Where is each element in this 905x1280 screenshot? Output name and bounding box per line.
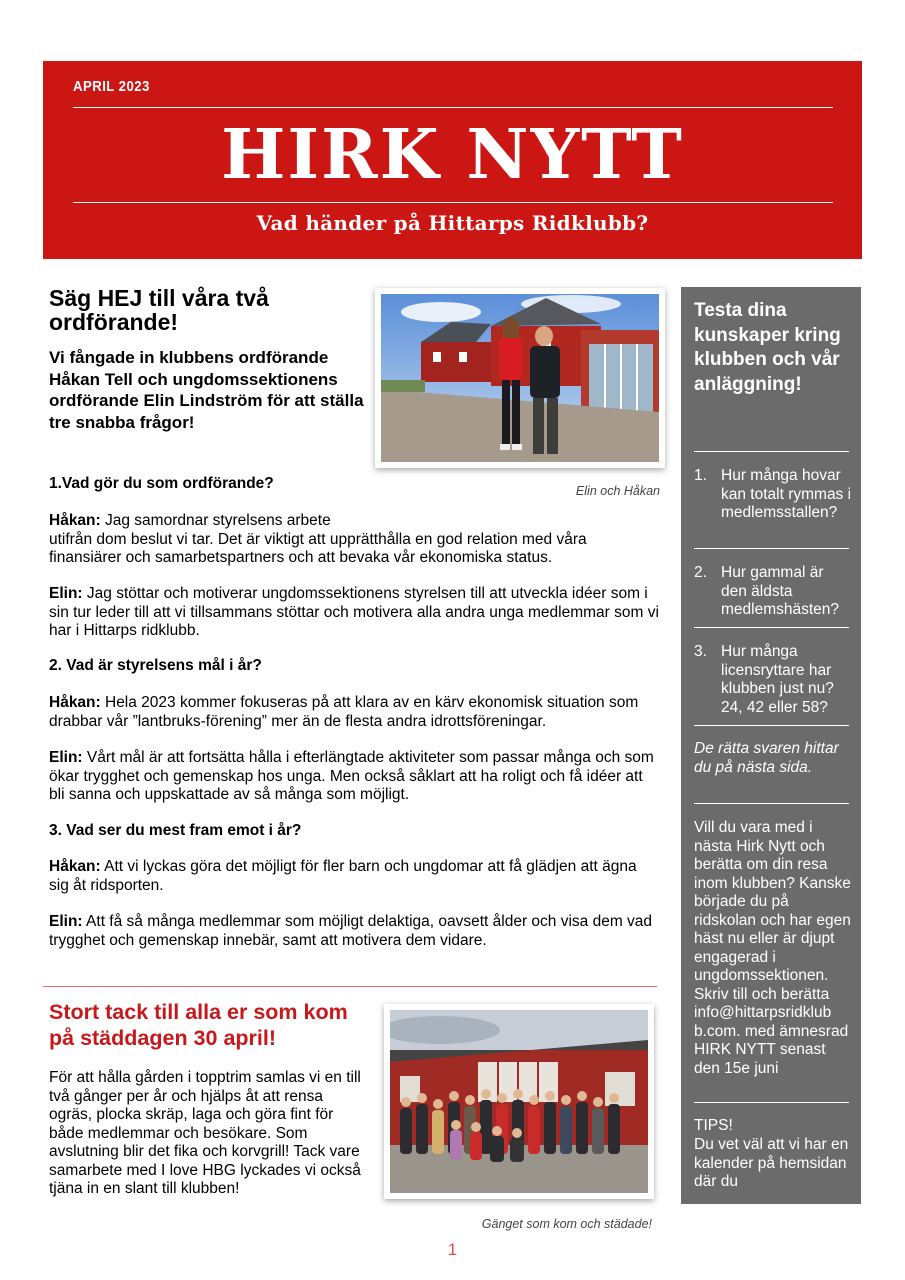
chairpersons-photo-image bbox=[381, 294, 659, 462]
speaker-hakan: Håkan: bbox=[49, 694, 101, 711]
answer-1-hakan-rest: utifrån dom beslut vi tar. Det är viktigt att upprätthålla en god relation med våra finansiärer och samarbetspartners och att bevaka vår ekonomiska status. bbox=[49, 530, 587, 566]
answer-1-elin bbox=[49, 585, 659, 641]
quiz-question-number: 1. bbox=[694, 467, 707, 484]
newsletter-subtitle: Vad händer på Hittarps Ridklubb? bbox=[256, 211, 649, 235]
speaker-hakan: Håkan: bbox=[49, 858, 101, 875]
answer-2-elin bbox=[49, 749, 659, 805]
page-number: 1 bbox=[447, 1240, 458, 1259]
tips-text: Du vet väl att vi har en kalender på hemsidan där du bbox=[694, 1136, 849, 1190]
sidebar-rule bbox=[694, 451, 849, 452]
masthead-bottom-rule bbox=[73, 202, 833, 203]
quiz-question-number: 3. bbox=[694, 643, 707, 660]
quiz-title: Testa dina kunskaper kring klubben och vår anläggning! bbox=[694, 300, 841, 395]
section-divider bbox=[43, 986, 657, 987]
masthead bbox=[43, 61, 862, 259]
cleaning-day-photo-caption: Gänget som kom och städade! bbox=[481, 1217, 652, 1231]
speaker-elin: Elin: bbox=[49, 749, 83, 766]
sidebar-rule bbox=[694, 548, 849, 549]
answer-1-hakan bbox=[49, 512, 659, 568]
answer-3-hakan bbox=[49, 858, 659, 895]
question-2: 2. Vad är styrelsens mål i år? bbox=[49, 657, 262, 674]
quiz-sidebar bbox=[681, 287, 861, 1204]
sidebar-rule bbox=[694, 725, 849, 726]
answer-1-hakan-line1: Jag samordnar styrelsens arbete bbox=[100, 512, 331, 529]
answer-2-hakan-text: Hela 2023 kommer fokuseras på att klara av en kärv ekonomisk situation som drabbar vår ”lantbruks-förening” mer än de flesta andra idrottsföreningar. bbox=[49, 694, 639, 730]
issue-date: APRIL 2023 bbox=[73, 78, 150, 95]
speaker-hakan: Håkan: bbox=[49, 512, 101, 529]
quiz-question-text: Hur gammal är den äldsta medlemshästen? bbox=[721, 564, 840, 618]
cleaning-day-title: Stort tack till alla er som kom på städdagen 30 april! bbox=[49, 1000, 348, 1050]
quiz-question-number: 2. bbox=[694, 564, 707, 581]
answer-2-hakan bbox=[49, 694, 659, 731]
answer-2-elin-text: Vårt mål är att fortsätta hålla i efterlängtade aktiviteter som passar många och som ökar trygghet och gemenskap hos unga. Men också såklart att ha roligt och få idéer att bli sanna och uppskattade av så många som möjligt. bbox=[49, 749, 654, 803]
answer-3-elin bbox=[49, 913, 659, 950]
answer-3-elin-text: Att få så många medlemmar som möjligt delaktiga, oavsett ålder och visa dem vad trygghet och gemenskap innebär, samt att motivera dem vidare. bbox=[49, 913, 653, 949]
answer-1-elin-text: Jag stöttar och motiverar ungdomssektionens styrelsen till att utveckla idéer som i sin tur leder till att vi tillsammans stöttar och motivera alla andra unga medlemmar som vi har i Hittarps ridklubb. bbox=[49, 585, 659, 639]
chairpersons-photo-caption: Elin och Håkan bbox=[575, 484, 660, 498]
chairpersons-photo bbox=[375, 288, 665, 468]
newsletter-title: HIRK NYTT bbox=[221, 115, 684, 195]
interview-lead: Vi fångade in klubbens ordförande Håkan Tell och ungdomssektionens ordförande Elin Lindström för att ställa tre snabba frågor! bbox=[49, 348, 364, 432]
cleaning-day-body: För att hålla gården i topptrim samlas vi en till två gånger per år och hjälps åt att rensa ogräs, plocka skräp, laga och göra fint för både medlemmar och besökare. Som avslutning blir det fika och korvgrill! Tack vare samarbete med I love HBG lyckades vi också tjäna in en slant till klubben! bbox=[49, 1069, 361, 1197]
interview-title: Säg HEJ till våra två ordförande! bbox=[49, 285, 269, 335]
question-1: 1.Vad gör du som ordförande? bbox=[49, 475, 274, 492]
cleaning-day-photo-image bbox=[390, 1010, 648, 1193]
quiz-question-text: Hur många licensryttare har klubben just nu? 24, 42 eller 58? bbox=[721, 643, 834, 716]
masthead-top-rule bbox=[73, 107, 833, 108]
quiz-answers-note: De rätta svaren hittar du på nästa sida. bbox=[694, 740, 839, 776]
contribute-call-to-action: Vill du vara med i nästa Hirk Nytt och berätta om din resa inom klubben? Kanske började du på ridskolan och har egen häst nu eller är djupt engagerad i ungdomssektionen. Skriv till och berätta info@hittarpsridklub b.com. med ämnesrad HIRK NYTT senast den 15e juni bbox=[694, 819, 851, 1077]
speaker-elin: Elin: bbox=[49, 585, 83, 602]
quiz-question-text: Hur många hovar kan totalt rymmas i medlemsstallen? bbox=[721, 467, 852, 521]
cleaning-day-photo bbox=[384, 1004, 654, 1199]
sidebar-rule bbox=[694, 627, 849, 628]
sidebar-rule bbox=[694, 1102, 849, 1103]
sidebar-rule bbox=[694, 803, 849, 804]
speaker-elin: Elin: bbox=[49, 913, 83, 930]
tips-heading: TIPS! bbox=[694, 1117, 733, 1134]
answer-3-hakan-text: Att vi lyckas göra det möjligt för fler barn och ungdomar att få glädjen att ägna sig åt ridsporten. bbox=[49, 858, 637, 894]
question-3: 3. Vad ser du mest fram emot i år? bbox=[49, 822, 302, 839]
